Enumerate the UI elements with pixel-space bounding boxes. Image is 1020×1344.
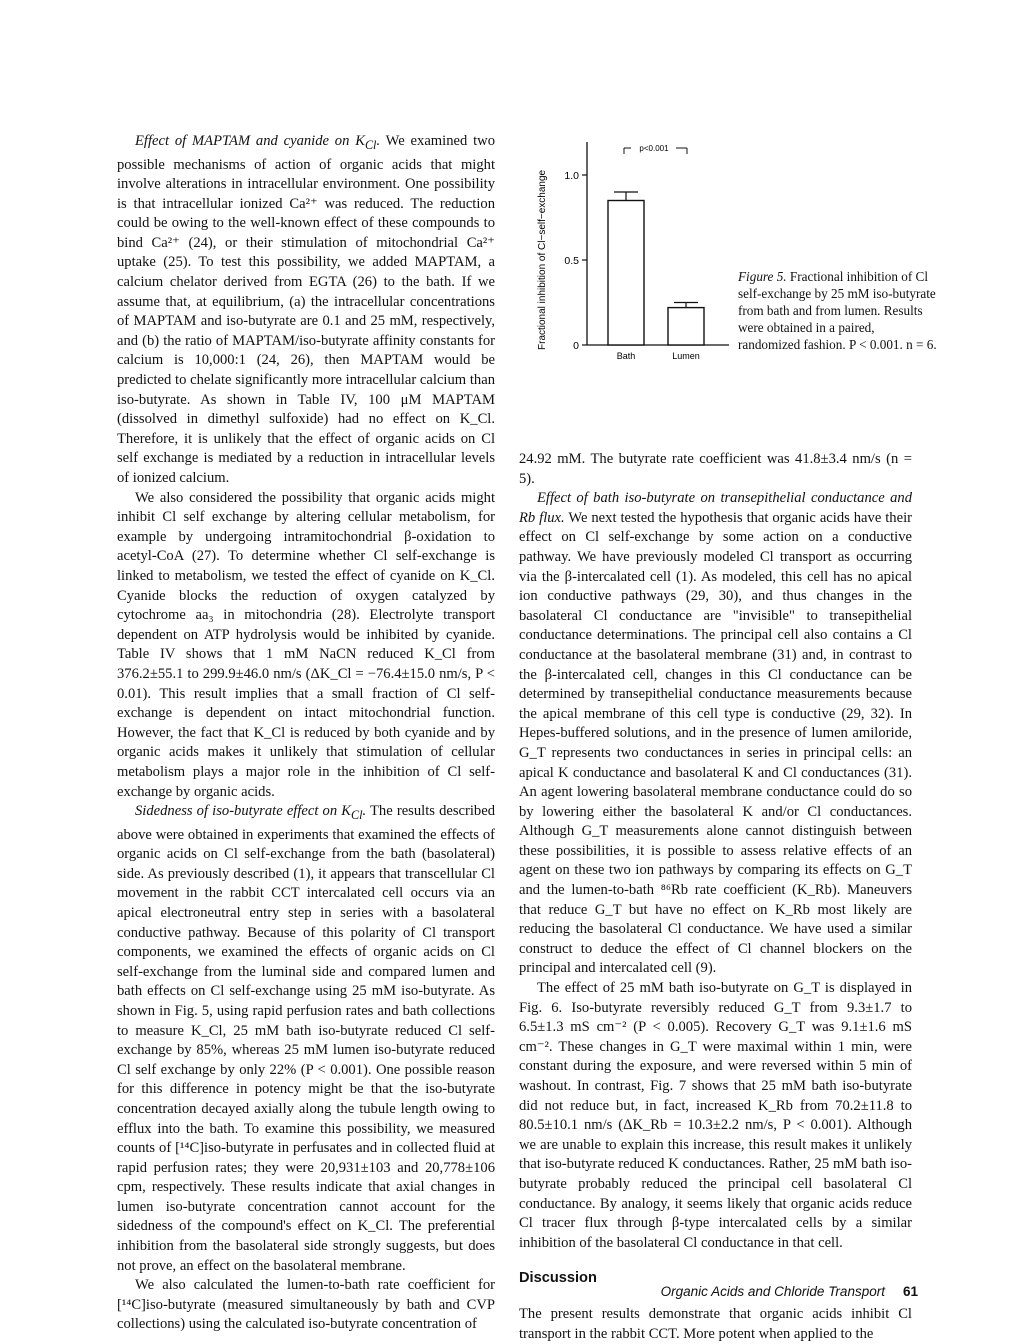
- y-tick-label: 0: [573, 340, 579, 352]
- paragraph-rate-coefficient: We also calculated the lumen-to-bath rate coefficient for [¹⁴C]iso-butyrate (measured simultaneously by bath and CVP collections) using the calculated iso-butyrate concentration of: [117, 1277, 495, 1333]
- bar-lumen: [668, 308, 704, 345]
- subsection-heading: Effect of bath iso-butyrate on transepithelial conductance and Rb flux.: [519, 490, 912, 526]
- left-column: [117, 132, 495, 1335]
- x-tick-label-bath: Bath: [616, 351, 636, 361]
- section-heading-discussion: Discussion: [519, 1270, 597, 1287]
- right-column: [519, 450, 912, 1344]
- paragraph-text: We next tested the hypothesis that organic acids have their effect on Cl self-exchange by some action on a conductive pathway. We have previously modeled Cl transport as occurring via the β-intercalated cell (1). As modeled, this cell has no apical ion conductive pathways (29, 30), and thus changes in the basolateral Cl conductance are "invisible" to transepithelial conductance determinations. The principal cell also contains a Cl conductance at the basolateral membrane (31) and, in contrast to the β-intercalated cell, changes in this Cl conductance can be determined by transepithelial conductance measurements because the apical membrane of this cell type is conductive (29, 32). In Hepes-buffered solutions, and in the presence of lumen amiloride, G_T represents two conductances in series in principal cells: an apical K conductance and basolateral K and Cl conductances (31). An agent lowering basolateral membrane conductance could do so by lowering either the basolateral K and/or Cl conductances. Although G_T measurements alone cannot distinguish between these possibilities, it is possible to assess relative effects of an agent on these two ion pathways by comparing its effects on G_T and the lumen-to-bath ⁸⁶Rb rate coefficient (K_Rb). Maneuvers that reduce G_T but have no effect on K_Rb most likely are reducing the basolateral Cl conductance. We have used a similar construct to deduce the effect of Cl channel blockers on the principal and intercalated cell (9).: [519, 509, 912, 977]
- figure-caption: [738, 268, 938, 353]
- paragraph-cyanide: We also considered the possibility that organic acids might inhibit Cl self exchange by altering cellular metabolism, for example by undergoing intramitochondrial β-oxidation to acetyl-CoA (27). To determine whether Cl self-exchange is linked to metabolism, we tested the effect of cyanide on K_Cl. Cyanide blocks the reduction of oxygen catalyzed by cytochrome aa₃ in mitochondria (28). Electrolyte transport dependent on ATP hydrolysis would be inhibited by cyanide. Table IV shows that 1 mM NaCN reduced K_Cl from 376.2±55.1 to 299.9±46.0 nm/s (ΔK_Cl = −76.4±15.0 nm/s, P < 0.01). This result implies that a small fraction of Cl self-exchange is dependent on intact mitochondrial function. However, the fact that K_Cl is reduced by both cyanide and by organic acids makes it unlikely that stimulation of cellular metabolism plays a major role in the inhibition of Cl self-exchange by organic acids.: [117, 489, 495, 800]
- bars: [608, 192, 704, 345]
- x-tick-label-lumen: Lumen: [672, 351, 700, 361]
- page-footer: [560, 1284, 918, 1299]
- x-tick-labels: [617, 351, 700, 361]
- paragraph-sidedness: [117, 802, 495, 1276]
- paragraph-effect-gt: The effect of 25 mM bath iso-butyrate on G_T is displayed in Fig. 6. Iso-butyrate reversibly reduced G_T from 9.3±1.7 to 6.5±1.3 mS cm⁻² (P < 0.005). Recovery G_T was 9.1±1.6 mS cm⁻². These changes in G_T were maximal within 1 min, were constant during the exposure, and were reversed within 5 min of washout. In contrast, Fig. 7 shows that 25 mM bath iso-butyrate did not reduce but, in fact, increased K_Rb from 70.2±11.8 to 80.5±10.1 nm/s (ΔK_Rb = 10.3±2.2 nm/s, P < 0.001). Although we are unable to explain this increase, this result makes it unlikely that iso-butyrate reduced K conductances. Rather, 25 mM bath iso-butyrate probably reduced the principal cell basolateral Cl conductance. By analogy, it seems likely that organic acids reduce Cl tracer flux through β-type intercalated cells by a similar inhibition of the basolateral Cl conductance in that cell.: [519, 980, 912, 1251]
- running-title: Organic Acids and Chloride Transport: [660, 1284, 885, 1299]
- figure-5-chart: [519, 130, 739, 380]
- bar-bath: [608, 201, 644, 346]
- y-tick-label: 0.5: [564, 255, 579, 267]
- paragraph-continuation: 24.92 mM. The butyrate rate coefficient was 41.8±3.4 nm/s (n = 5).: [519, 451, 912, 487]
- subsection-heading: Sidedness of iso-butyrate effect on $K_{Cl}$.: [135, 803, 367, 822]
- paragraph-maptam: [117, 132, 495, 489]
- paragraph-text: The results described above were obtained in experiments that examined the effects of organic acids on Cl self-exchange from the bath (basolateral) side. As previously described (1), it appears that transcellular Cl movement in the rabbit CCT intercalated cell occurs via an apical electroneutral entry step in series with a basolateral conductive pathway. Because of this polarity of Cl transport components, we examined the effects of organic acids on Cl self-exchange from the luminal side and compared lumen and bath effects on Cl self-exchange using 25 mM iso-butyrate. As shown in Fig. 5, using rapid perfusion rates and bath collections to measure K_Cl, 25 mM bath iso-butyrate reduced Cl self-exchange by 85%, whereas 25 mM lumen iso-butyrate reduced Cl self exchange by only 22% (P < 0.001). One possible reason for this difference in potency might be that the iso-butyrate concentration decayed axially along the tubule length owing to efflux into the bath. To examine this possibility, we measured counts of [¹⁴C]iso-butyrate in perfusates and in collected fluid at rapid perfusion rates; they were 20,931±103 and 20,778±106 cpm, respectively. These results indicate that axial changes in lumen iso-butyrate concentration cannot account for the sidedness of the compound's effect on K_Cl. The preferential inhibition from the basolateral side strongly suggests, but does not prove, an effect on the basolateral membrane.: [117, 803, 495, 1274]
- paragraph-conductance: [519, 489, 912, 979]
- y-axis-label: Fractional inhibition of Cl−self−exchange: [537, 169, 548, 350]
- significance-label: p<0.001: [639, 144, 669, 153]
- caption-text: Fractional inhibition of Cl self-exchange by 25 mM iso-butyrate from bath and from lumen. Results were obtained in a paired, randomized fashion. P < 0.001. n = 6.: [738, 269, 937, 352]
- y-ticks: [564, 170, 587, 352]
- figure-label: Figure 5.: [738, 269, 787, 284]
- subsection-heading: Effect of MAPTAM and cyanide on $K_{Cl}$.: [135, 133, 381, 152]
- paragraph-discussion: The present results demonstrate that organic acids inhibit Cl transport in the rabbit CCT. More potent when applied to the: [519, 1305, 912, 1342]
- y-tick-label: 1.0: [564, 170, 579, 182]
- paragraph-text: We examined two possible mechanisms of action of organic acids that might involve alterations in intracellular environment. One possibility is that intracellular ionized Ca²⁺ was reduced. The reduction could be owing to the well-known effect of these compounds to bind Ca²⁺ (24), or their stimulation of mitochondrial Ca²⁺ uptake (25). To test this possibility, we added MAPTAM, a calcium chelator derived from EGTA (26) to the bath. If we assume that, at equilibrium, (a) the intracellular concentrations of MAPTAM and iso-butyrate are 0.1 and 25 mM, respectively, and (b) the ratio of MAPTAM/iso-butyrate affinity constants for calcium is 10,000:1 (24, 26), then MAPTAM would be predicted to chelate significantly more intracellular calcium than iso-butyrate. As shown in Table IV, 100 μM MAPTAM (dissolved in dimethyl sulfoxide) had no effect on K_Cl. Therefore, it is unlikely that the effect of organic acids on Cl self exchange is mediated by a reduction in intracellular levels of ionized calcium.: [117, 133, 495, 486]
- page-number: 61: [902, 1284, 918, 1299]
- significance-bracket: [624, 144, 687, 154]
